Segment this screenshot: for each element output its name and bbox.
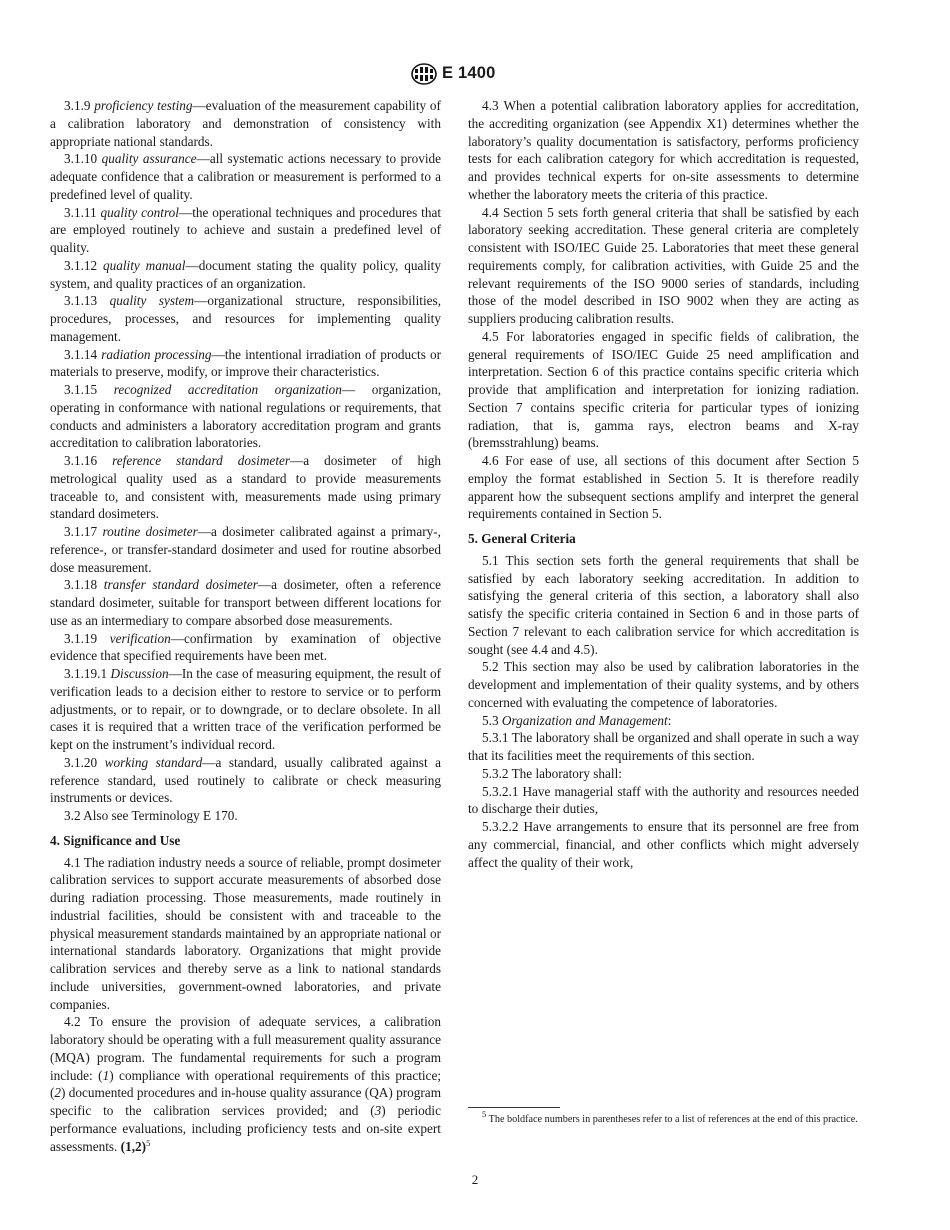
paragraph-4-2-start: 4.2 To ensure the provision of adequate services, a calibration laboratory should be operating with a full measurement quality assurance (MQA) program. The fundamental requirements for such a program include: (1) compliance with operational requirements of this practice; (2) documented procedures and in-house quality assurance (QA) program specific to the calibration services provided; and (3) periodic performance evaluations, including proficiency tests and on-site expert assessments. $(1,2)^5$ — [50, 1014, 442, 1154]
left-column — [50, 97, 441, 1155]
paragraph-5-3-2-2: 5.3.2.2 Have arrangements to ensure that its personnel are free from any commercial, financial, and other conflicts which might adversely affect the quality of their work, — [468, 819, 859, 870]
definition-3-1-9: 3.1.9 proficiency testing—evaluation of the measurement capability of a calibration laboratory and demonstration of consistency with appropriate national standards. — [50, 98, 441, 149]
paragraph-5-3-2-1: 5.3.2.1 Have managerial staff with the authority and resources needed to discharge their duties, — [468, 783, 860, 817]
right-column — [468, 97, 859, 871]
definition-3-1-13: 3.1.13 quality system—organizational structure, responsibilities, procedures, processes, and resources for implementing quality management. — [50, 293, 442, 344]
footnote — [468, 1107, 859, 1127]
definition-3-1-20: 3.1.20 working standard—a standard, usually calibrated against a reference standard, used routinely to calibrate or check measuring instruments or devices. — [50, 754, 442, 806]
paragraph-4-3: 4.3 When a potential calibration laboratory applies for accreditation, the accrediting organization (see Appendix X1) determines whether the laboratory’s quality documentation is satisfactory, performs proficiency tests for each calibration category for which accreditation is requested, and provides technical experts for on-site assessments to determine whether the laboratory meets the criteria of this practice. — [468, 98, 859, 202]
paragraph-4-1: 4.1 The radiation industry needs a source of reliable, prompt dosimeter calibration services to support accurate measurements of absorbed dose during radiation processing. Those measurements, made routinely in industrial facilities, should be consistent with and traceable to the physical measurement standards maintained by an appropriate national or international standards laboratory. Organizations that might provide calibration services and thereby serve as a link to national standards include universities, government-owned laboratories, and private companies. — [50, 854, 441, 1012]
section-heading-5: 5. General Criteria — [468, 531, 576, 546]
definition-3-1-14: 3.1.14 radiation processing—the intentional irradiation of products or materials to preserve, modify, or improve their characteristics. — [50, 346, 442, 380]
paragraph-5-2: 5.2 This section may also be used by calibration laboratories in the development and implementation of their quality systems, and by others concerned with evaluating the competence of laboratories. — [468, 659, 859, 710]
paragraph-4-6: 4.6 For ease of use, all sections of this document after Section 5 employ the format established in Section 5. It is therefore readily apparent how the subsequent sections amplify and interpret the general requirements contained in Section 5. — [468, 453, 860, 522]
definition-3-1-19-1: 3.1.19.1 Discussion—In the case of measuring equipment, the result of verification leads to a decision either to restore to service or to perform adjustments, or to repair, or to downgrade, or to declare obsolete. In all cases it is required that a written trace of the verification performed be kept on the instrument’s individual record. — [50, 666, 441, 752]
paragraph-3-2: 3.2 Also see Terminology E 170. — [64, 808, 238, 823]
footnote-divider — [468, 1107, 560, 1108]
definition-3-1-10: 3.1.10 quality assurance—all systematic actions necessary to provide adequate confidence that a calibration or measurement is performed to a predefined level of quality. — [50, 151, 442, 202]
footnote-text: The boldface numbers in parentheses refer to a list of references at the end of this practice. — [488, 1114, 858, 1125]
standard-designation: E 1400 — [442, 64, 496, 82]
paragraph-5-3-2: 5.3.2 The laboratory shall: — [482, 765, 622, 781]
definition-3-1-17: 3.1.17 routine dosimeter—a dosimeter calibrated against a primary-, reference-, or transfer-standard dosimeter and used for routine absorbed dose measurement. — [50, 524, 441, 575]
paragraph-5-3: 5.3 Organization and Management: — [482, 712, 672, 728]
astm-logo-icon — [411, 63, 437, 85]
footnote-marker: 5 — [146, 1137, 151, 1148]
definition-3-1-18: 3.1.18 transfer standard dosimeter—a dosimeter, often a reference standard dosimeter, suitable for transport between different locations for use as an intermediary to compare absorbed dose measurements. — [50, 577, 441, 628]
definition-3-1-11: 3.1.11 quality control—the operational techniques and procedures that are employed routinely to achieve and sustain a predefined level of quality. — [50, 204, 442, 255]
page-header — [0, 61, 950, 89]
definition-3-1-12: 3.1.12 quality manual—document stating the quality policy, quality system, and quality practices of an organization. — [50, 257, 441, 291]
definition-3-1-19: 3.1.19 verification—confirmation by examination of objective evidence that specified requirements have been met. — [50, 630, 442, 664]
definition-3-1-16: 3.1.16 reference standard dosimeter—a dosimeter of high metrological quality used as a standard to provide measurements traceable to, and consistent with, measurements made using primary standard dosimeters. — [50, 453, 441, 522]
definition-3-1-15: 3.1.15 recognized accreditation organization— organization, operating in conformance with national regulations or requirements, that conducts and administers a laboratory accreditation program and grants accreditation to calibration laboratories. — [50, 382, 442, 451]
reference-citation: (1,2) — [120, 1138, 147, 1154]
page-number: 2 — [471, 1172, 479, 1187]
paragraph-5-3-1: 5.3.1 The laboratory shall be organized and shall operate in such a way that its facilities meet the requirements of this section. — [468, 730, 859, 763]
paragraph-4-5: 4.5 For laboratories engaged in specific fields of calibration, the general requirements of ISO/IEC Guide 25 need amplification and interpretation. Section 6 of this practice contains specific criteria which provide that amplification and interpretation for ionizing radiation. Section 7 contains specific criteria for particular types of ionizing radiation, that is, gamma rays, electron beams and X-ray (bremsstrahlung) beams. — [468, 328, 859, 451]
section-heading-4: 4. Significance and Use — [50, 832, 181, 848]
paragraph-4-4: 4.4 Section 5 sets forth general criteria that shall be satisfied by each laboratory seeking accreditation. These general criteria are completely consistent with ISO/IEC Guide 25. Laboratories that meet these general requirements comply, for calibration activities, with Guide 25 and the relevant requirements of the ISO 9000 series of standards, including those of the model described in ISO 9002 when they are acting as suppliers producing calibration results. — [468, 204, 859, 326]
paragraph-5-1: 5.1 This section sets forth the general requirements that shall be satisfied by each laboratory seeking accreditation. In addition to satisfying the general criteria of this section, a laboratory shall also satisfy the specific criteria contained in Section 6 and in those parts of Section 7 relevant to each calibration service for which accreditation is sought (see 4.4 and 4.5). — [468, 552, 859, 657]
footnote-number: 5 — [482, 1109, 487, 1119]
